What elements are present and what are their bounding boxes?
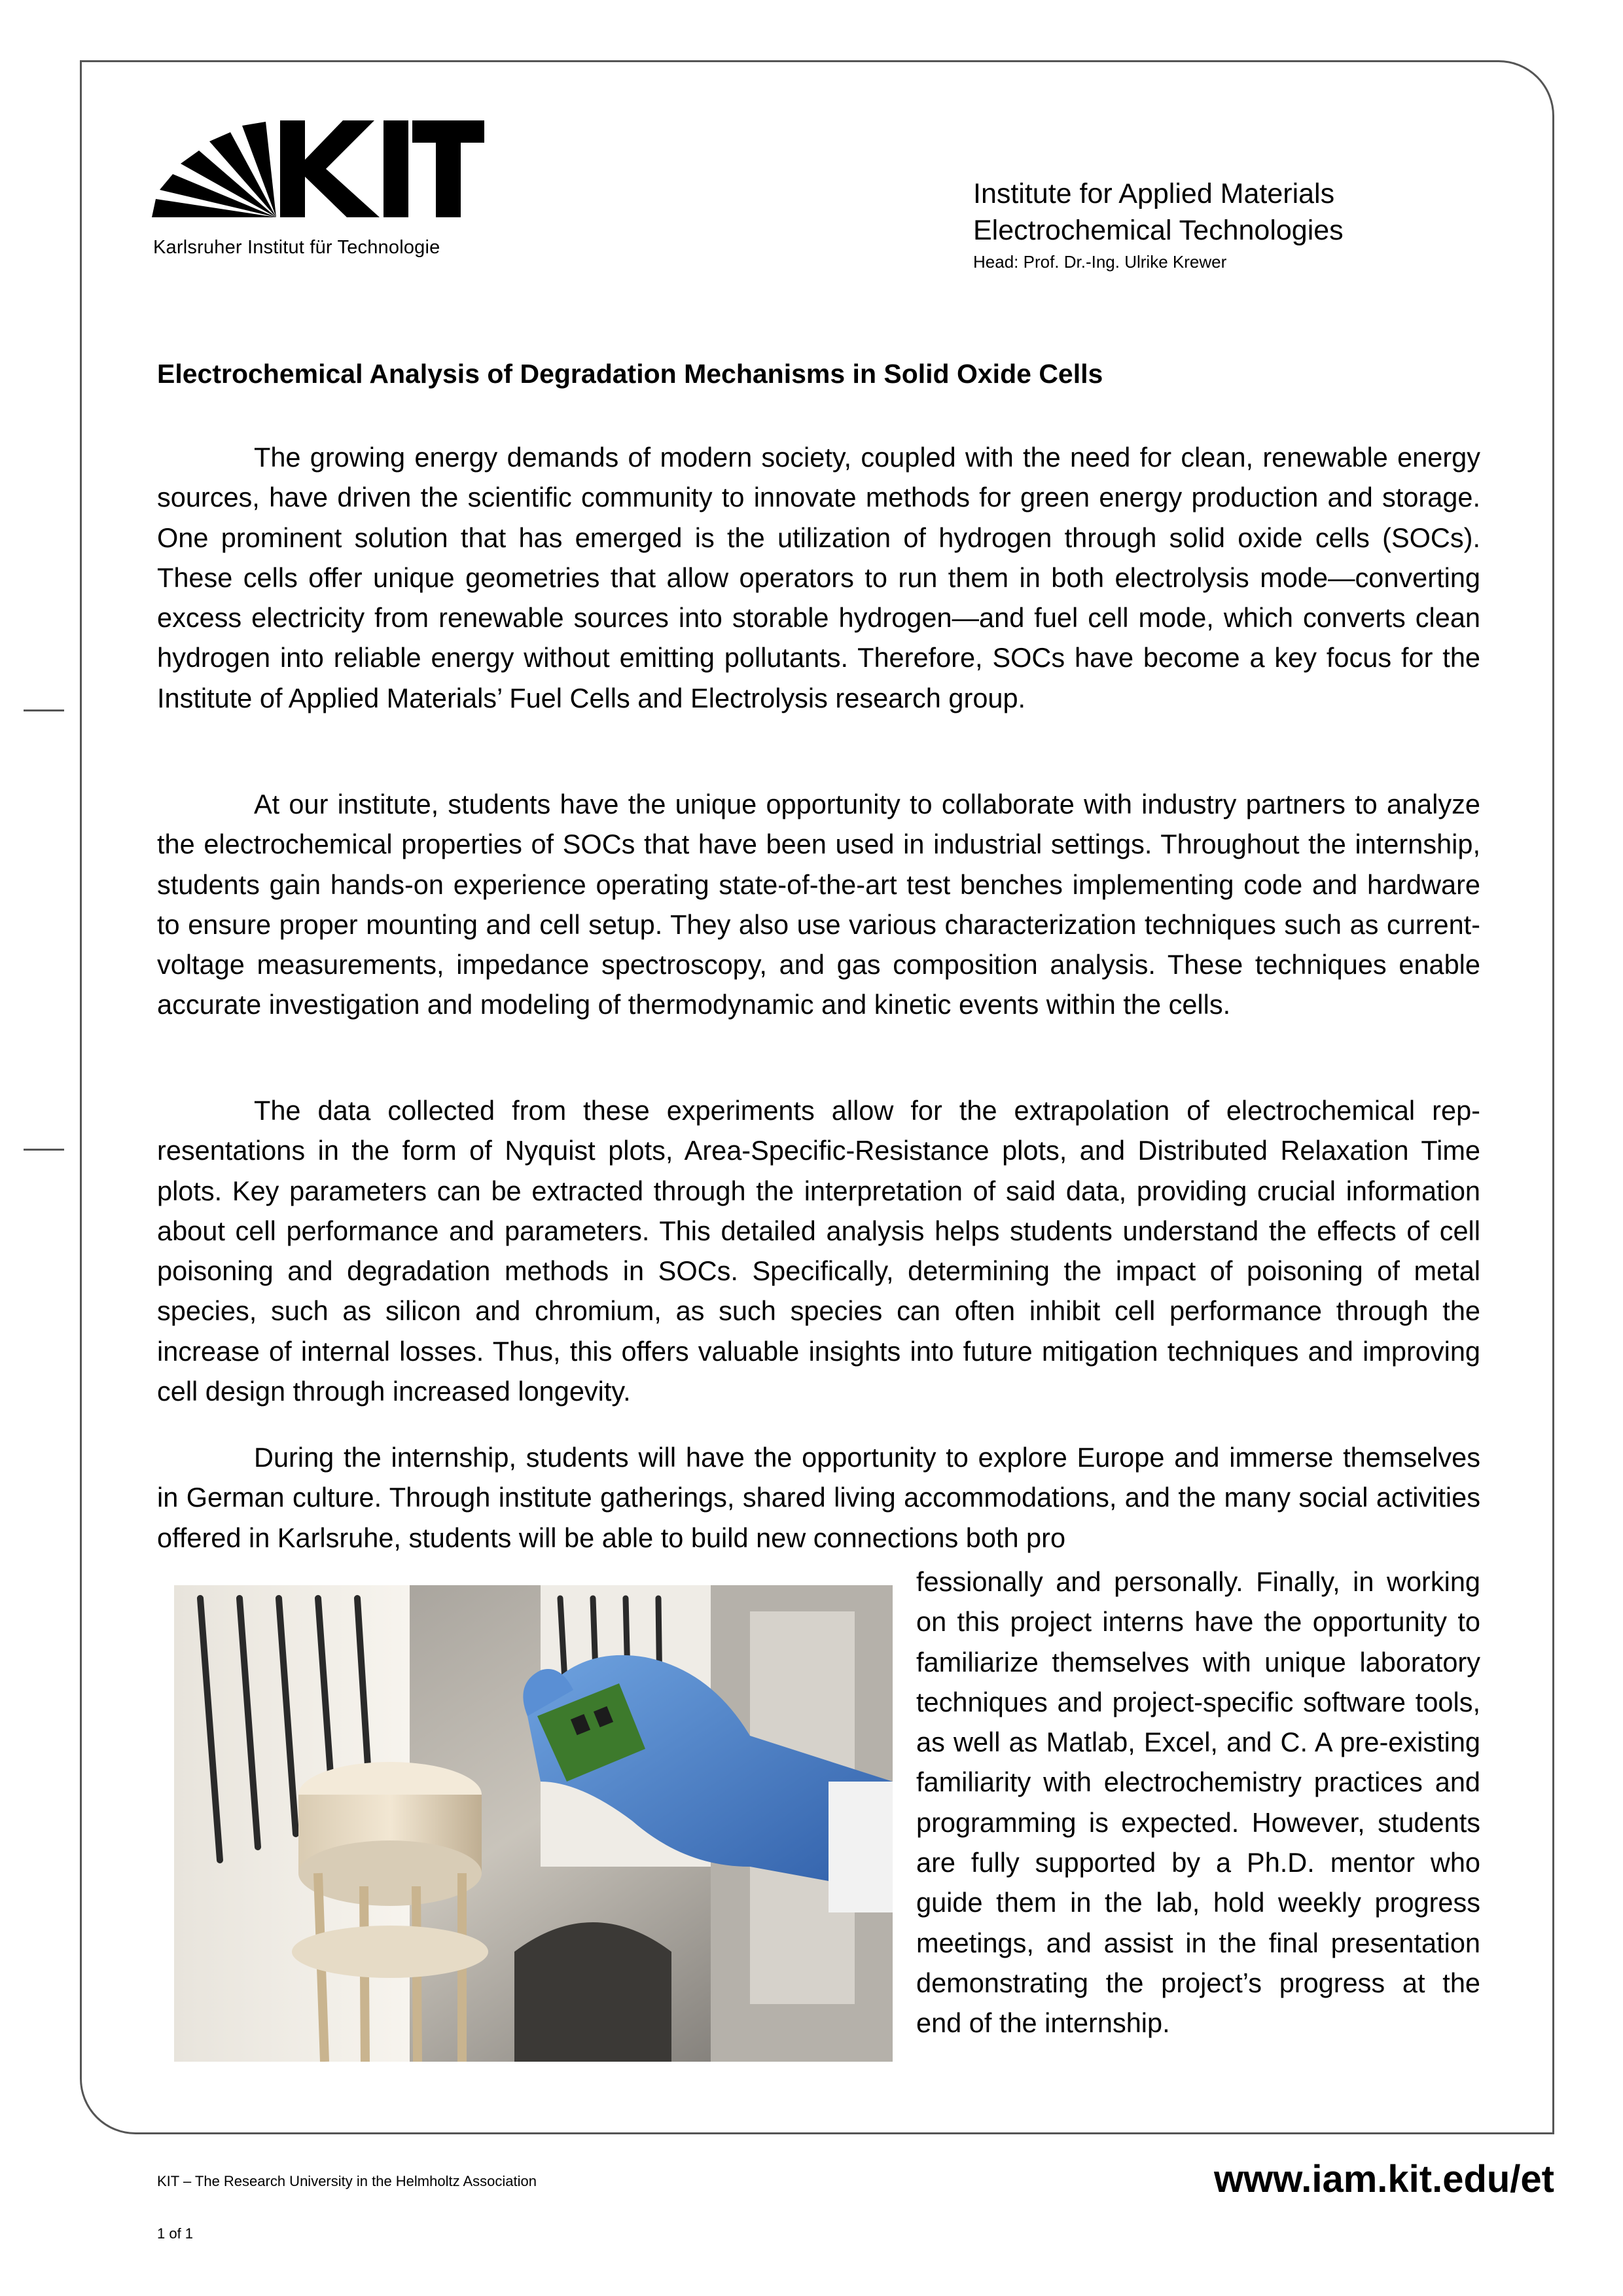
fold-mark-top (24, 709, 64, 711)
fold-mark-bottom (24, 1149, 64, 1151)
logo-text: Karlsruher Institut für Technologie (153, 237, 440, 258)
body-paragraph-4-continued: fessionally and personally. Finally, in working on this project interns have the opportunity to familiarize themselves with unique laboratory techniques and project-specific software tools, as well as Matlab, Excel, and C. A pre-existing familiarity with electrochemistry practices and programming is expected. However, students are fully supported by a Ph.D. mentor who guide them in the lab, hold weekly progress meetings, and assist in the final presentation demonstrating the project’s progress at the end of the internship. (916, 1566, 1480, 2039)
paragraph-text: The growing energy demands of modern society, coupled with the need for clean, renewable energy sources, have driven the scientific community to innovate methods for green energy production and storage. One prominent solution that has emerged is the utilization of hydrogen through solid oxide cells (SOCs). These cells offer unique geometries that allow operators to run them in both electrolysis mode—converting excess electricity from renewable sources into storable hydrogen—and fuel cell mode, which converts clean hydrogen into reliable energy without emitting pollutants. Therefore, SOCs have become a key focus for the Institute of Applied Materials’ Fuel Cells and Electrolysis research group. (157, 442, 1480, 713)
lab-photo-icon (174, 1585, 893, 2062)
body-paragraph-3 (157, 1090, 1480, 1427)
department-head: Head: Prof. Dr.-Ing. Ulrike Krewer (973, 252, 1227, 272)
body-paragraph-1 (157, 437, 1480, 734)
body-paragraph-2 (157, 784, 1480, 1041)
institute-name: Institute for Applied Materials (973, 178, 1335, 209)
body-paragraph-4 (157, 1437, 1480, 1573)
paragraph-text: At our institute, students have the unique opportunity to collaborate with industry partners to analyze the electrochemical properties of SOCs that have been used in industrial settings. Throughout the internship, students gain hands-on experience operating state-of-the-art test benches implementing code and hardware to ensure proper mounting and cell setup. They also use various characterization techniques such as current-voltage measurements, impedance spectroscopy, and gas composition analysis. These techniques enable accurate investigation and modeling of thermodynamic and kinetic events within the cells. (157, 789, 1480, 1020)
department-name: Electrochemical Technologies (973, 215, 1344, 246)
paragraph-text: The data collected from these experiments allow for the extrapolation of electrochemical representations in the form of Nyquist plots, Area-Specific-Resistance plots, and Distributed Relaxation Time plots. Key parameters can be extracted through the interpretation of said data, providing crucial information about cell performance and parameters. This detailed analysis helps students understand the effects of cell poisoning and degradation methods in SOCs. Specifically, determining the impact of poisoning of metal species, such as silicon and chromium, as such species can often inhibit cell performance through the increase of internal losses. Thus, this offers valuable insights into future mitigation techniques and improving cell design through increased longevity. (157, 1095, 1480, 1407)
footer-url-link[interactable]: www.iam.kit.edu/et (1214, 2158, 1554, 2200)
page-title: Electrochemical Analysis of Degradation Mechanisms in Solid Oxide Cells (157, 359, 1103, 389)
footer-affiliation: KIT – The Research University in the Helmholtz Association (157, 2173, 537, 2189)
page-number: 1 of 1 (157, 2225, 194, 2242)
institute-block (973, 175, 1344, 275)
paragraph-text: During the internship, students will have the opportunity to explore Europe and immerse themselves in German culture. Through institute gatherings, shared living accommodations, and the many social activities offered in Karlsruhe, students will be able to build new connections both pro (157, 1442, 1480, 1553)
